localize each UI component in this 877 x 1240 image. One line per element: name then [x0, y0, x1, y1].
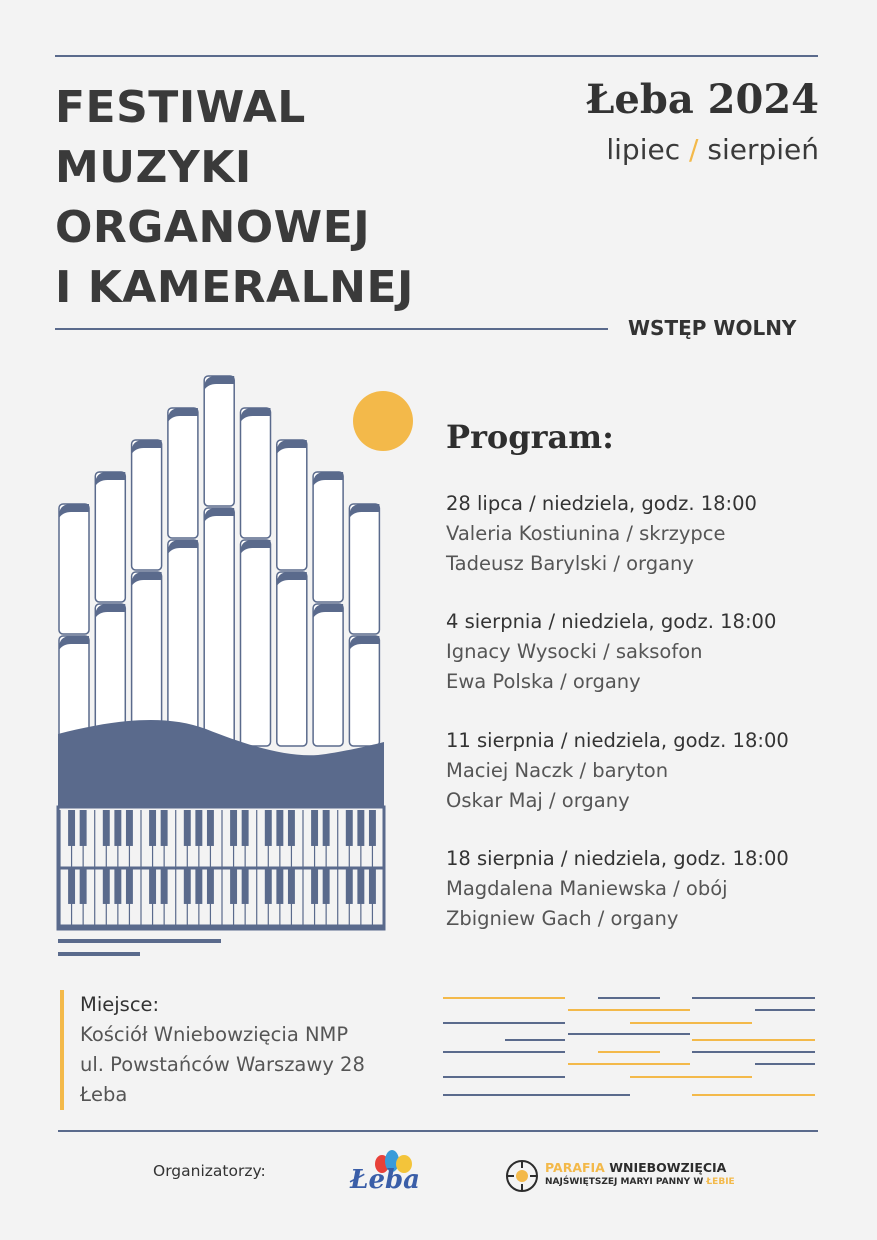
black-key [161, 810, 168, 846]
festival-title [55, 78, 414, 318]
event-4 [446, 844, 789, 934]
free-entry-label: WSTĘP WOLNY [628, 316, 797, 340]
black-key [80, 810, 87, 846]
event-performer: Ewa Polska / organy [446, 670, 641, 693]
organ-pipe-upper [168, 408, 198, 538]
organ-pipe-lower [277, 572, 307, 746]
organ-pipe-upper [132, 440, 162, 570]
parish-line-2 [545, 1177, 735, 1187]
black-key [357, 868, 364, 904]
month-august: sierpień [707, 133, 819, 166]
event-performer: Zbigniew Gach / organy [446, 907, 679, 930]
venue-line: ul. Powstańców Warszawy 28 [80, 1053, 365, 1076]
black-key [103, 868, 110, 904]
city-year: Łeba 2024 [586, 76, 819, 123]
organ-pipe-upper [313, 472, 343, 602]
month-july: lipiec [606, 133, 681, 166]
black-key [369, 810, 376, 846]
black-key [114, 868, 121, 904]
title-underline [55, 328, 608, 330]
black-key [288, 868, 295, 904]
base-line-1 [58, 939, 221, 943]
leba-logo-text: Łeba [350, 1165, 421, 1195]
organ-pipe-lower [204, 508, 234, 746]
parish-name: WNIEBOWZIĘCIA [609, 1160, 727, 1175]
organ-pipe-lower [168, 540, 198, 746]
black-key [195, 868, 202, 904]
black-key [311, 810, 318, 846]
black-key [323, 810, 330, 846]
black-key [68, 810, 75, 846]
event-performer: Magdalena Maniewska / obój [446, 877, 728, 900]
black-key [207, 868, 214, 904]
event-performer: Oskar Maj / organy [446, 789, 630, 812]
black-key [184, 810, 191, 846]
black-key [276, 810, 283, 846]
organ-pipe-upper [95, 472, 125, 602]
event-2 [446, 607, 776, 697]
black-key [242, 810, 249, 846]
organizers-label: Organizatorzy: [153, 1162, 266, 1180]
black-key [230, 810, 237, 846]
event-performer: Maciej Naczk / baryton [446, 759, 669, 782]
decorative-lines [440, 992, 820, 1102]
event-performer: Tadeusz Barylski / organy [446, 552, 694, 575]
parish-logo-text [545, 1160, 735, 1187]
footer-rule [58, 1130, 818, 1132]
parish-subtitle: NAJŚWIĘTSZEJ MARYI PANNY W [545, 1177, 704, 1187]
black-key [149, 810, 156, 846]
black-key [323, 868, 330, 904]
organ-pipe-lower [132, 572, 162, 746]
black-key [346, 810, 353, 846]
title-line-1: FESTIWAL [55, 82, 306, 133]
organ-pipe-lower [313, 604, 343, 746]
event-1 [446, 489, 757, 579]
event-date: 4 sierpnia / niedziela, godz. 18:00 [446, 610, 777, 633]
title-line-3: ORGANOWEJ [55, 202, 371, 253]
program-title: Program: [446, 418, 614, 456]
parish-town: ŁEBIE [706, 1177, 735, 1187]
black-key [346, 868, 353, 904]
venue-label: Miejsce: [80, 993, 160, 1016]
organ-pipe-upper [277, 440, 307, 570]
black-key [80, 868, 87, 904]
organ-pipe-lower [349, 636, 379, 746]
black-key [242, 868, 249, 904]
organ-pipe-upper [204, 376, 234, 506]
venue-line: Kościół Wniebowzięcia NMP [80, 1023, 349, 1046]
organ-pipe-upper [241, 408, 271, 538]
event-date: 28 lipca / niedziela, godz. 18:00 [446, 492, 757, 515]
venue-line: Łeba [80, 1083, 128, 1106]
organ-pipe-upper [59, 504, 89, 634]
months [606, 133, 819, 166]
organ-pipe-lower [241, 540, 271, 746]
venue-block [60, 990, 365, 1110]
black-key [357, 810, 364, 846]
parish-line-1 [545, 1160, 735, 1175]
black-key [207, 810, 214, 846]
black-key [230, 868, 237, 904]
black-key [126, 868, 133, 904]
event-date: 18 sierpnia / niedziela, godz. 18:00 [446, 847, 789, 870]
event-3 [446, 726, 789, 816]
parish-word: PARAFIA [545, 1160, 605, 1175]
black-key [126, 810, 133, 846]
black-key [149, 868, 156, 904]
black-key [68, 868, 75, 904]
title-line-4: I KAMERALNEJ [55, 262, 414, 313]
event-performer: Valeria Kostiunina / skrzypce [446, 522, 726, 545]
event-performer: Ignacy Wysocki / saksofon [446, 640, 703, 663]
sun-circle [352, 390, 414, 452]
top-rule [55, 55, 818, 57]
black-key [311, 868, 318, 904]
black-key [369, 868, 376, 904]
black-key [276, 868, 283, 904]
event-date: 11 sierpnia / niedziela, godz. 18:00 [446, 729, 789, 752]
base-line-2 [58, 952, 140, 956]
organ-pipe-upper [349, 504, 379, 634]
black-key [114, 810, 121, 846]
parish-logo-icon [505, 1159, 539, 1193]
black-key [103, 810, 110, 846]
organ-illustration [56, 374, 386, 959]
black-key [184, 868, 191, 904]
black-key [161, 868, 168, 904]
black-key [265, 868, 272, 904]
title-line-2: MUZYKI [55, 142, 252, 193]
black-key [288, 810, 295, 846]
month-separator: / [689, 133, 699, 166]
black-key [195, 810, 202, 846]
black-key [265, 810, 272, 846]
